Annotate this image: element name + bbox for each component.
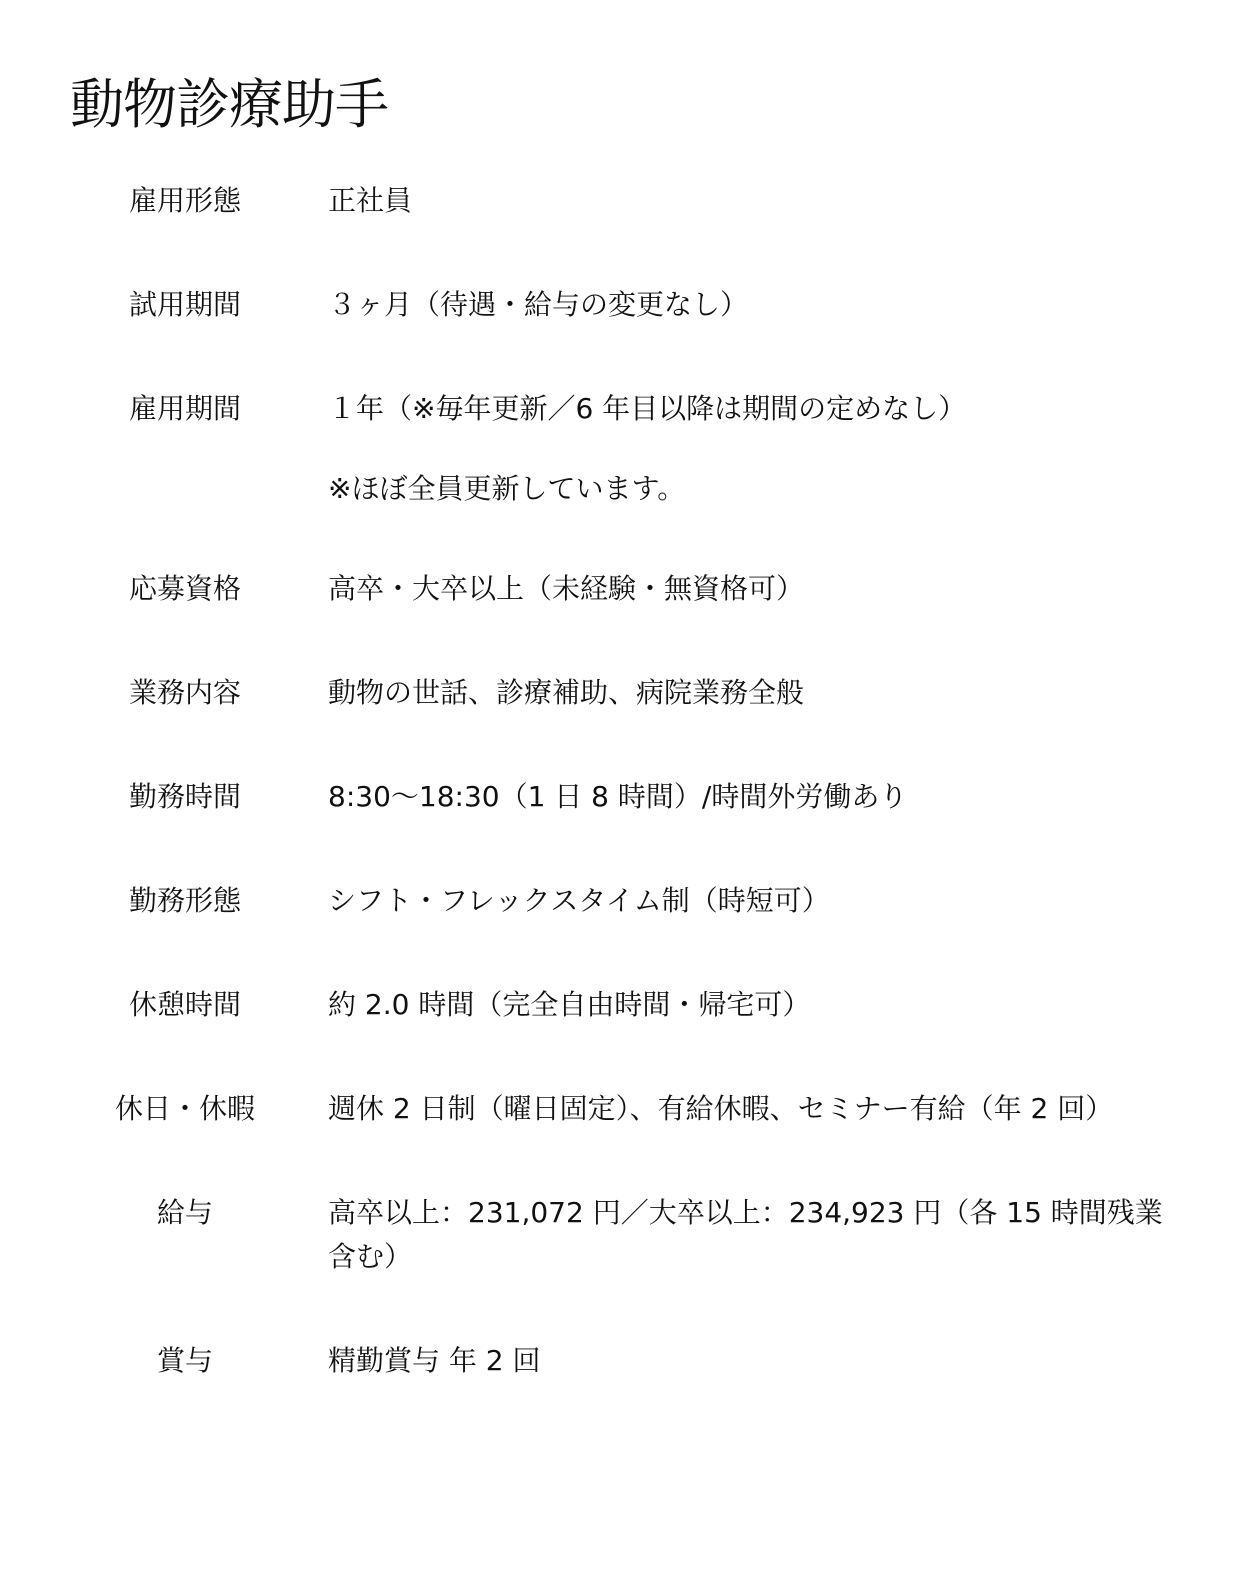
spec-value: [328, 387, 1188, 511]
spec-value: [328, 1087, 1188, 1131]
spec-value: [328, 775, 1188, 819]
spec-value-line: １年（※毎年更新／6 年目以降は期間の定めなし）: [328, 392, 967, 425]
spec-label: 雇用期間: [128, 392, 241, 425]
page-title: 動物診療助手: [70, 73, 388, 136]
spec-label: 給与: [156, 1196, 213, 1229]
spec-value: [328, 1191, 1188, 1279]
spec-value: [328, 567, 1188, 611]
spec-value-line: 高卒以上：231,072 円／大卒以上：234,923 円（各 15 時間残業含む）: [328, 1196, 1163, 1273]
spec-label: 応募資格: [128, 572, 241, 605]
spec-value: [328, 983, 1188, 1027]
spec-label: 休憩時間: [128, 988, 241, 1021]
spec-value-note: ※ほぼ全員更新しています。: [328, 472, 686, 505]
spec-value: [328, 879, 1188, 923]
spec-value-line: 精勤賞与 年 2 回: [328, 1344, 541, 1377]
spec-value: [328, 1339, 1188, 1383]
spec-value-line: 約 2.0 時間（完全自由時間・帰宅可）: [328, 988, 811, 1021]
spec-label: 試用期間: [128, 288, 241, 321]
spec-value-line: シフト・フレックスタイム制（時短可）: [328, 884, 830, 917]
spec-value-line: 動物の世話、診療補助、病院業務全般: [328, 676, 805, 709]
spec-value: [328, 283, 1188, 327]
spec-label: 勤務時間: [128, 780, 241, 813]
spec-value-line: 週休 2 日制（曜日固定）、有給休暇、セミナー有給（年 2 回）: [328, 1092, 1114, 1125]
spec-label: 勤務形態: [128, 884, 241, 917]
spec-value: [328, 671, 1188, 715]
spec-value-line: 正社員: [328, 184, 413, 217]
spec-label: 休日・休暇: [114, 1092, 255, 1125]
spec-label: 業務内容: [128, 676, 241, 709]
spec-label: 雇用形態: [128, 184, 241, 217]
spec-value-line: ３ヶ月（待遇・給与の変更なし）: [328, 288, 749, 321]
spec-value-line: 8:30〜18:30（1 日 8 時間）/時間外労働あり: [328, 780, 908, 813]
spec-value: [328, 179, 1188, 223]
spec-value-line: 高卒・大卒以上（未経験・無資格可）: [328, 572, 805, 605]
spec-label: 賞与: [156, 1344, 213, 1377]
